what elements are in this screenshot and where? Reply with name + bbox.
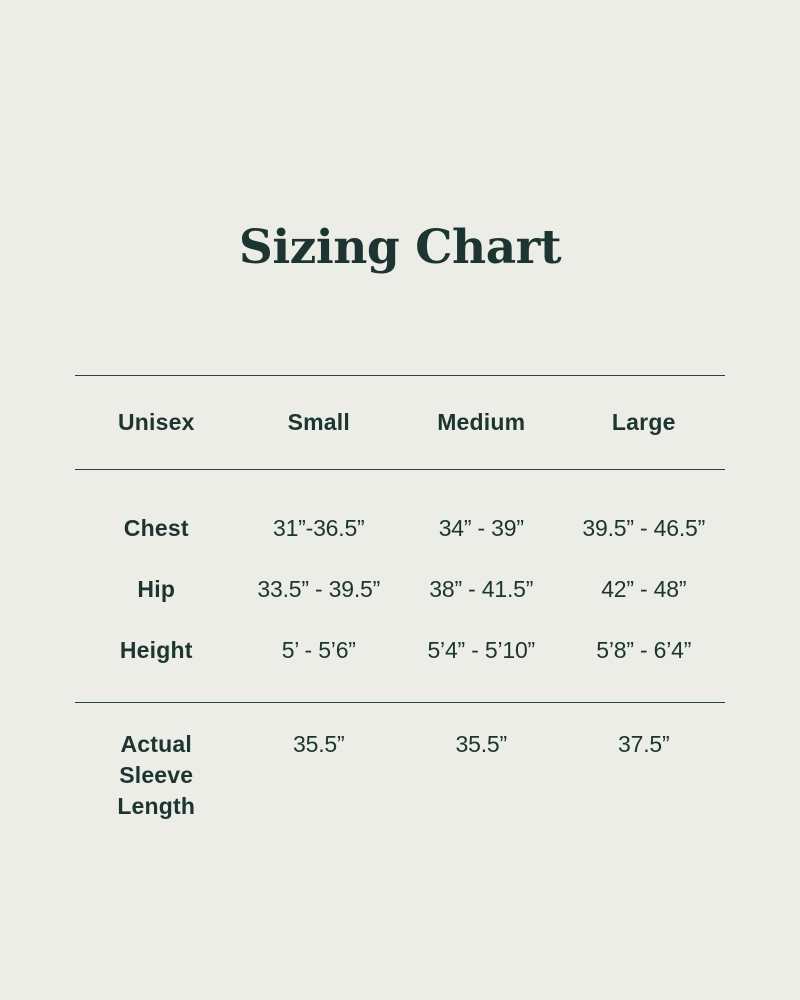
column-header-unisex: Unisex [117, 409, 195, 435]
table-row-sleeve-length [75, 703, 725, 822]
column-header-large: Large [611, 409, 676, 435]
cell-value: 38” - 41.5” [429, 576, 534, 602]
table-row-hip [75, 559, 725, 620]
cell-value: 5’4” - 5’10” [427, 637, 536, 663]
row-label: Chest [123, 515, 189, 541]
cell-value: 34” - 39” [438, 515, 524, 541]
sizing-table [75, 375, 725, 822]
cell-value: 35.5” [293, 731, 345, 757]
cell-value: 35.5” [455, 731, 507, 757]
cell-value: 37.5” [618, 731, 670, 757]
page-title: Sizing Chart [238, 220, 562, 275]
table-row-chest [75, 498, 725, 559]
cell-value: 5’ - 5’6” [281, 637, 356, 663]
cell-value: 31”-36.5” [272, 515, 365, 541]
cell-value: 42” - 48” [601, 576, 687, 602]
cell-value: 39.5” - 46.5” [582, 515, 706, 541]
table-row-height [75, 620, 725, 681]
row-label: Hip [137, 576, 176, 602]
row-label: Height [119, 637, 193, 663]
table-header-row [75, 375, 725, 470]
column-header-medium: Medium [437, 409, 526, 435]
cell-value: 5’8” - 6’4” [596, 637, 692, 663]
table-body [75, 470, 725, 703]
column-header-small: Small [287, 409, 350, 435]
cell-value: 33.5” - 39.5” [257, 576, 381, 602]
row-label: Actual Sleeve Length [117, 731, 196, 819]
